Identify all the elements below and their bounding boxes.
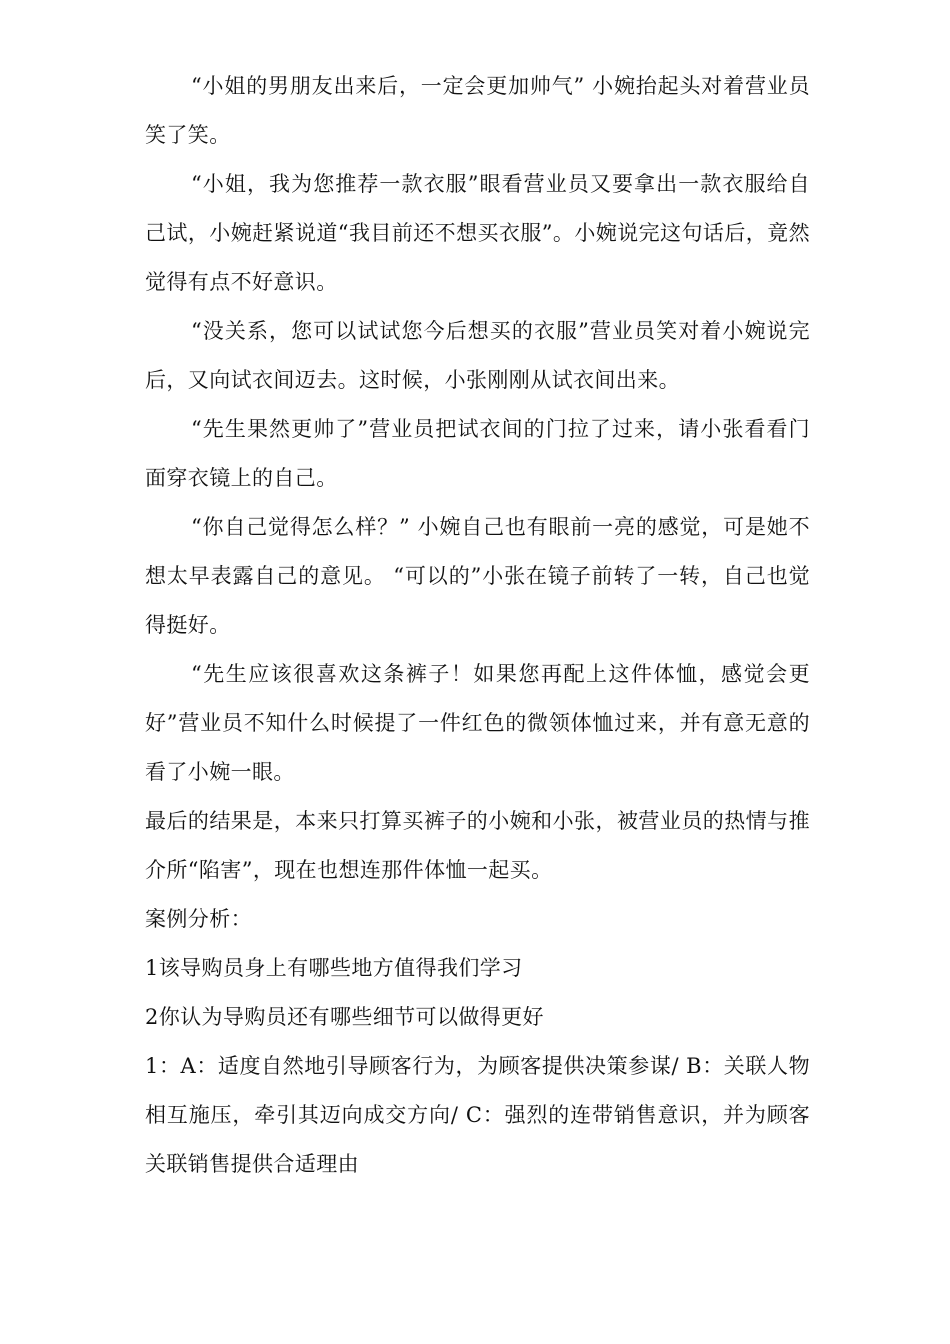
answer-1: 1：A：适度自然地引导顾客行为，为顾客提供决策参谋/ B：关联人物相互施压，牵引其迈向成交方向/ C：强烈的连带销售意识，并为顾客关联销售提供合适理由: [145, 1054, 811, 1176]
paragraph-recommend-clothes: “小姐，我为您推荐一款衣服”眼看营业员又要拿出一款衣服给自己试，小婉赶紧说道“我目前还不想买衣服”。小婉说完这句话后，竟然觉得有点不好意识。: [145, 172, 810, 294]
paragraph-more-handsome: “先生果然更帅了”营业员把试衣间的门拉了过来，请小张看看门面穿衣镜上的自己。: [145, 417, 810, 490]
case-analysis-heading: 案例分析：: [145, 907, 252, 931]
paragraph-tshirt-offer: “先生应该很喜欢这条裤子！如果您再配上这件体恤，感觉会更好”营业员不知什么时候提了一件红色的微领体恤过来，并有意无意的看了小婉一眼。: [145, 662, 810, 784]
paragraph-girlfriend-compliment: “小姐的男朋友出来后，一定会更加帅气” 小婉抬起头对着营业员笑了笑。: [145, 74, 810, 147]
document-body: [145, 62, 810, 1189]
paragraph-how-do-you-feel: “你自己觉得怎么样？” 小婉自己也有眼前一亮的感觉，可是她不想太早表露自己的意见。 “可以的”小张在镜子前转了一转，自己也觉得挺好。: [145, 515, 810, 637]
question-2: 2你认为导购员还有哪些细节可以做得更好: [145, 1005, 544, 1029]
paragraph-no-problem: “没关系，您可以试试您今后想买的衣服”营业员笑对着小婉说完后，又向试衣间迈去。这时候，小张刚刚从试衣间出来。: [145, 319, 810, 392]
question-1: 1该导购员身上有哪些地方值得我们学习: [145, 956, 523, 980]
paragraph-final-result: 最后的结果是，本来只打算买裤子的小婉和小张，被营业员的热情与推介所“陷害”，现在也想连那件体恤一起买。: [145, 809, 810, 882]
